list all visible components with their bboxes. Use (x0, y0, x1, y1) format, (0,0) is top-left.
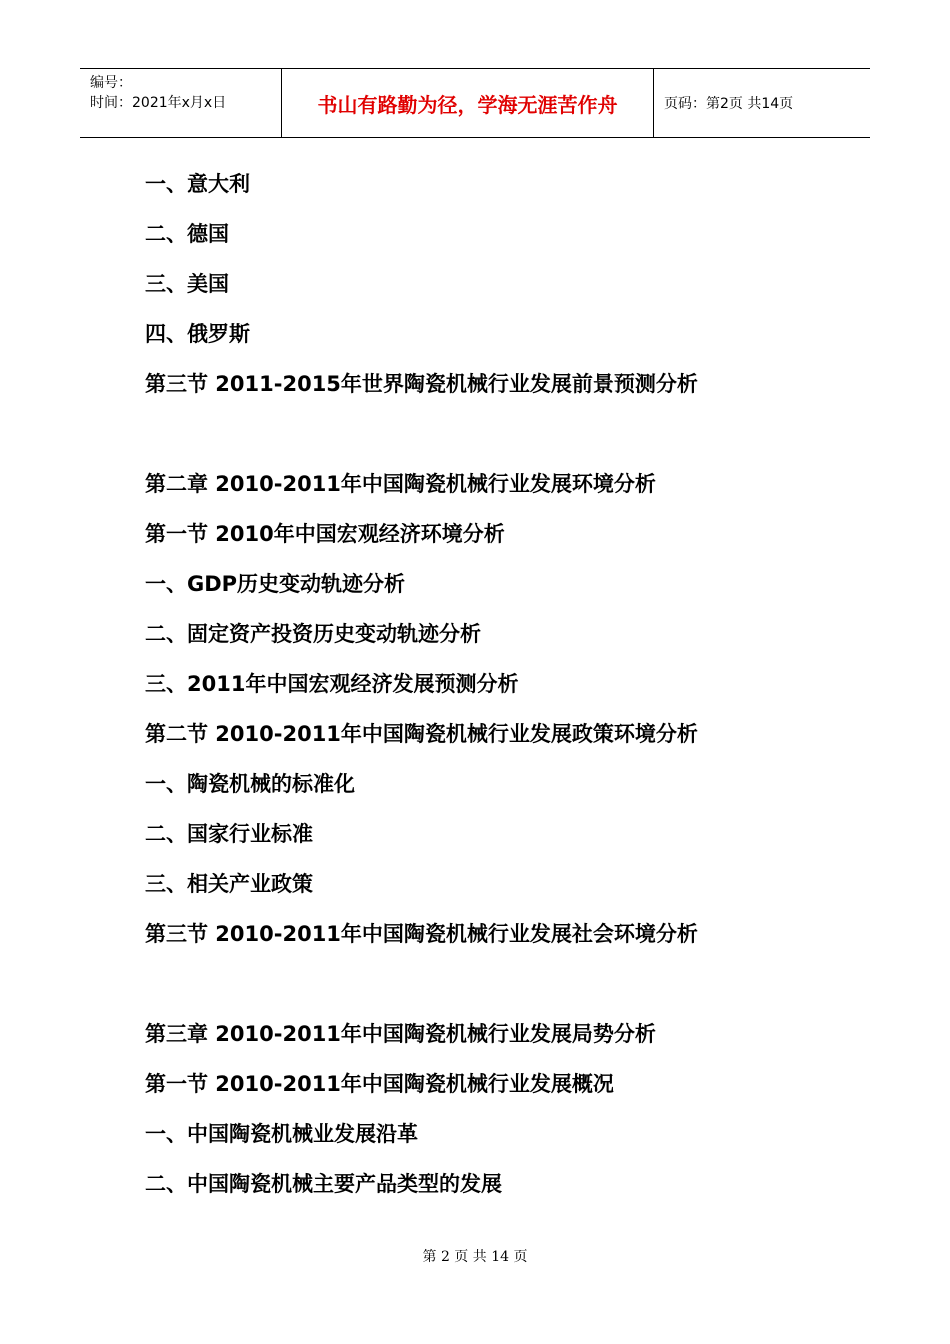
toc-section: 第二节 2010-2011年中国陶瓷机械行业发展政策环境分析 (145, 722, 698, 746)
time-label: 时间：2021年x月x日 (90, 95, 227, 111)
toc-item: 四、俄罗斯 (145, 322, 250, 346)
toc-section: 第三节 2010-2011年中国陶瓷机械行业发展社会环境分析 (145, 922, 698, 946)
toc-item: 二、固定资产投资历史变动轨迹分析 (145, 622, 481, 646)
toc-item: 二、国家行业标准 (145, 822, 313, 846)
toc-section: 第三节 2011-2015年世界陶瓷机械行业发展前景预测分析 (145, 372, 698, 396)
number-label: 编号： (90, 75, 132, 91)
page-header (80, 68, 870, 138)
toc-chapter: 第三章 2010-2011年中国陶瓷机械行业发展局势分析 (145, 1022, 656, 1046)
toc-section: 第一节 2010年中国宏观经济环境分析 (145, 522, 505, 546)
toc-item: 一、陶瓷机械的标准化 (145, 772, 355, 796)
toc-item: 三、美国 (145, 272, 229, 296)
toc-item: 一、意大利 (145, 172, 250, 196)
header-motto: 书山有路勤为径，学海无涯苦作舟 (282, 69, 654, 137)
toc-item: 二、中国陶瓷机械主要产品类型的发展 (145, 1172, 502, 1196)
header-meta (80, 69, 282, 137)
toc-section: 第一节 2010-2011年中国陶瓷机械行业发展概况 (145, 1072, 614, 1096)
toc-item: 三、相关产业政策 (145, 872, 313, 896)
toc-item: 一、GDP历史变动轨迹分析 (145, 572, 406, 596)
toc-item: 一、中国陶瓷机械业发展沿革 (145, 1122, 418, 1146)
toc-item: 二、德国 (145, 222, 229, 246)
toc-item: 三、2011年中国宏观经济发展预测分析 (145, 672, 519, 696)
header-page-info: 页码：第2页 共14页 (664, 96, 794, 112)
toc-chapter: 第二章 2010-2011年中国陶瓷机械行业发展环境分析 (145, 472, 656, 496)
page-footer: 第 2 页 共 14 页 (422, 1249, 528, 1265)
